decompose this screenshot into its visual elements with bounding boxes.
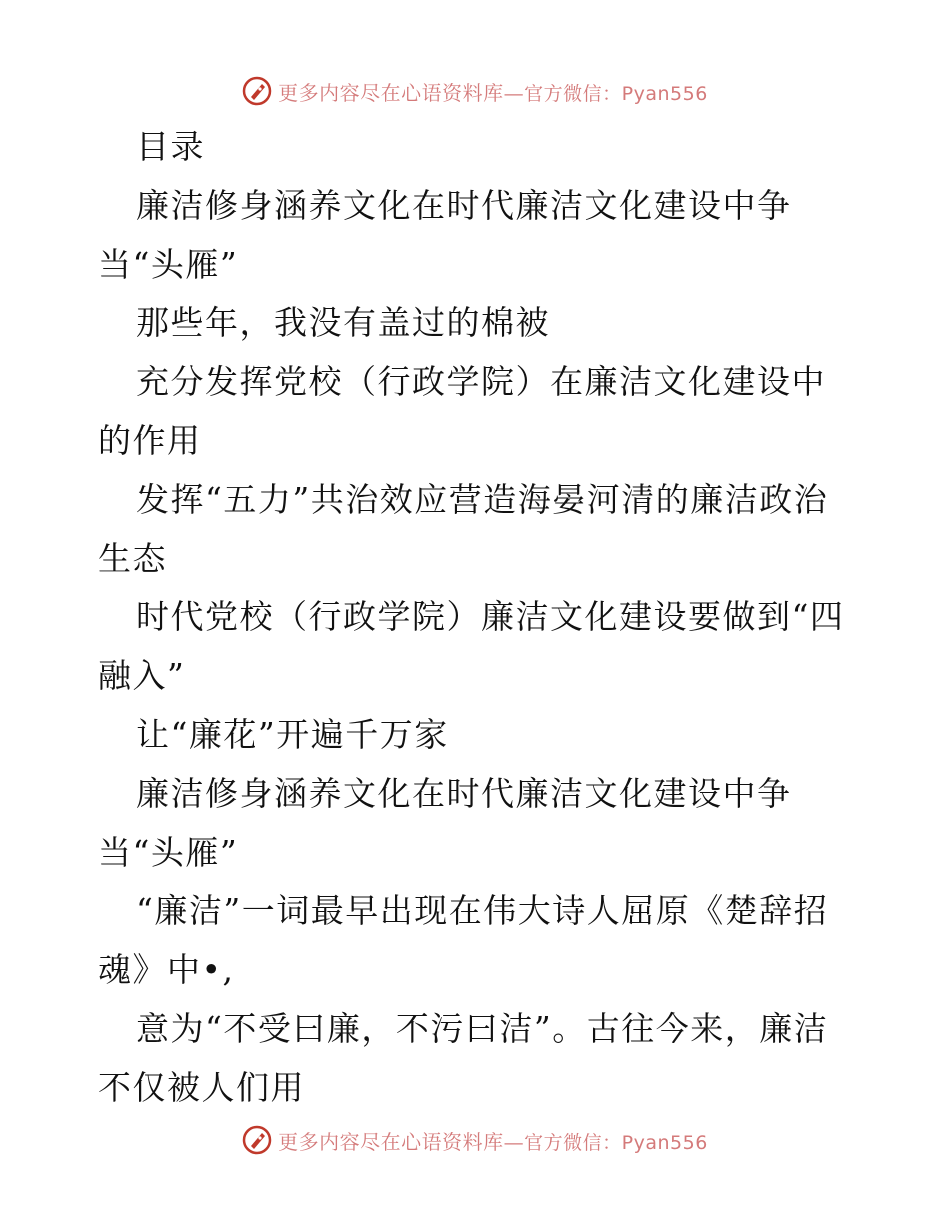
toc-heading: 目录 xyxy=(136,127,205,166)
body-paragraph: 意为“不受曰廉，不污曰洁”。古往今来，廉洁不仅被人们用 xyxy=(98,1008,829,1107)
toc-item: 发挥“五力”共治效应营造海晏河清的廉洁政治生态 xyxy=(98,479,829,578)
toc-item: 廉洁修身涵养文化在时代廉洁文化建设中争当“头雁” xyxy=(98,185,792,284)
document-body xyxy=(98,118,858,1118)
footer-banner-text: 更多内容尽在心语资料库—官方微信：Pyan556 xyxy=(278,1129,708,1154)
toc-item: 时代党校（行政学院）廉洁文化建设要做到“四融入” xyxy=(98,597,845,696)
body-paragraph: “廉洁”一词最早出现在伟大诗人屈原《楚辞招魂》中•, xyxy=(98,891,829,990)
toc-item: 让“廉花”开遍千万家 xyxy=(136,714,449,754)
footer-banner xyxy=(0,1120,950,1160)
header-banner-text: 更多内容尽在心语资料库—官方微信：Pyan556 xyxy=(278,80,708,105)
toc-item: 那些年，我没有盖过的棉被 xyxy=(136,303,550,343)
toc-item: 充分发挥党校（行政学院）在廉洁文化建设中的作用 xyxy=(98,362,826,460)
article-title: 廉洁修身涵养文化在时代廉洁文化建设中争当“头雁” xyxy=(98,773,792,872)
pen-nib-logo-icon xyxy=(242,76,272,106)
pen-nib-logo-icon xyxy=(242,1125,272,1155)
header-banner xyxy=(0,71,950,111)
